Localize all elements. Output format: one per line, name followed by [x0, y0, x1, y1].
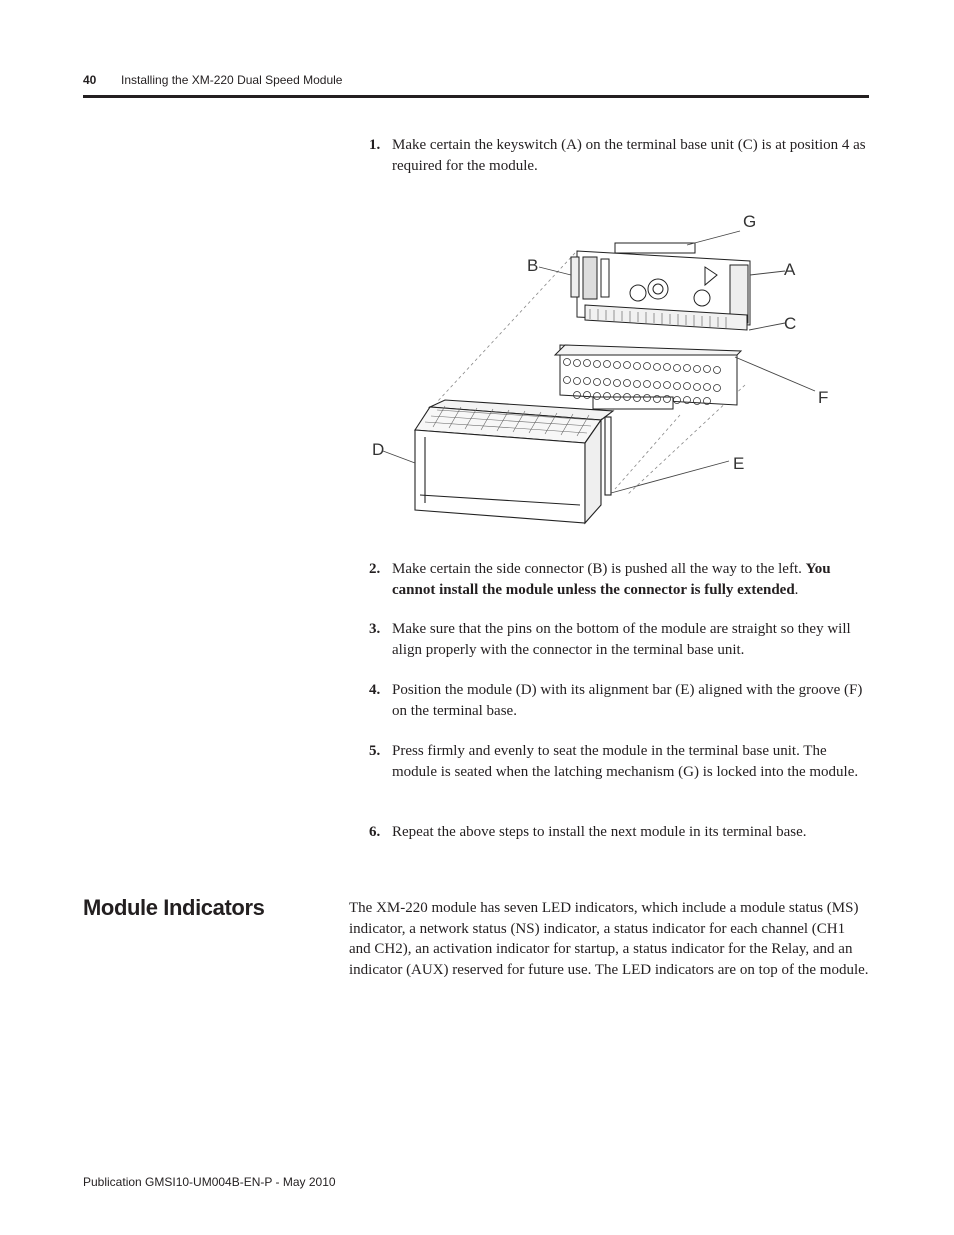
section-title: Module Indicators	[83, 895, 265, 920]
xm220-module	[415, 400, 613, 523]
step-number: 1.	[369, 137, 381, 153]
step-number: 3.	[369, 621, 381, 637]
step-1	[369, 135, 869, 176]
step-5	[369, 741, 869, 782]
step-6	[369, 822, 869, 843]
step-number: 4.	[369, 682, 381, 698]
terminal-block	[555, 345, 741, 409]
step-number: 2.	[369, 561, 381, 577]
running-header-title: Installing the XM-220 Dual Speed Module	[121, 73, 343, 87]
step-3	[369, 619, 869, 660]
callout-e: E	[733, 454, 745, 473]
callout-a: A	[784, 260, 796, 279]
step-text-main: Make certain the side connector (B) is pushed all the way to the left.	[392, 561, 806, 577]
step-text: Make certain the keyswitch (A) on the terminal base unit (C) is at position 4 as required for the module.	[392, 137, 866, 174]
footer-publication: Publication GMSI10-UM004B-EN-P - May 2010	[83, 1175, 336, 1189]
callout-b: B	[527, 256, 539, 275]
callout-c: C	[784, 314, 797, 333]
header-rule	[83, 95, 869, 98]
section-body: The XM-220 module has seven LED indicators, which include a module status (MS) indicator, a network status (NS) indicator, a status indicator for each channel (CH1 and CH2), an activation indicator for startup, a status indicator for the Relay, and an indicator (AUX) reserved for future use. The LED indicators are on top of the module.	[349, 900, 869, 978]
callout-d: D	[372, 440, 385, 459]
step-4	[369, 680, 869, 721]
installation-diagram	[365, 205, 835, 535]
step-text	[392, 559, 869, 600]
step-text: Press firmly and evenly to seat the module in the terminal base unit. The module is seated when the latching mechanism (G) is locked into the module.	[392, 743, 859, 780]
step-number: 6.	[369, 824, 381, 840]
callout-f: F	[818, 388, 829, 407]
step-number: 5.	[369, 743, 381, 759]
step-2	[369, 559, 869, 600]
step-warning-bold: You cannot install the module unless the connector is fully extended	[392, 561, 831, 598]
step-text: Make sure that the pins on the bottom of the module are straight so they will align properly with the connector in the terminal base unit.	[392, 621, 851, 658]
callout-g: G	[743, 212, 757, 231]
step-text: Position the module (D) with its alignment bar (E) aligned with the groove (F) on the terminal base.	[392, 682, 863, 719]
step-text: Repeat the above steps to install the next module in its terminal base.	[392, 824, 807, 840]
step-text-tail: .	[794, 581, 799, 598]
page-number: 40	[83, 73, 97, 87]
